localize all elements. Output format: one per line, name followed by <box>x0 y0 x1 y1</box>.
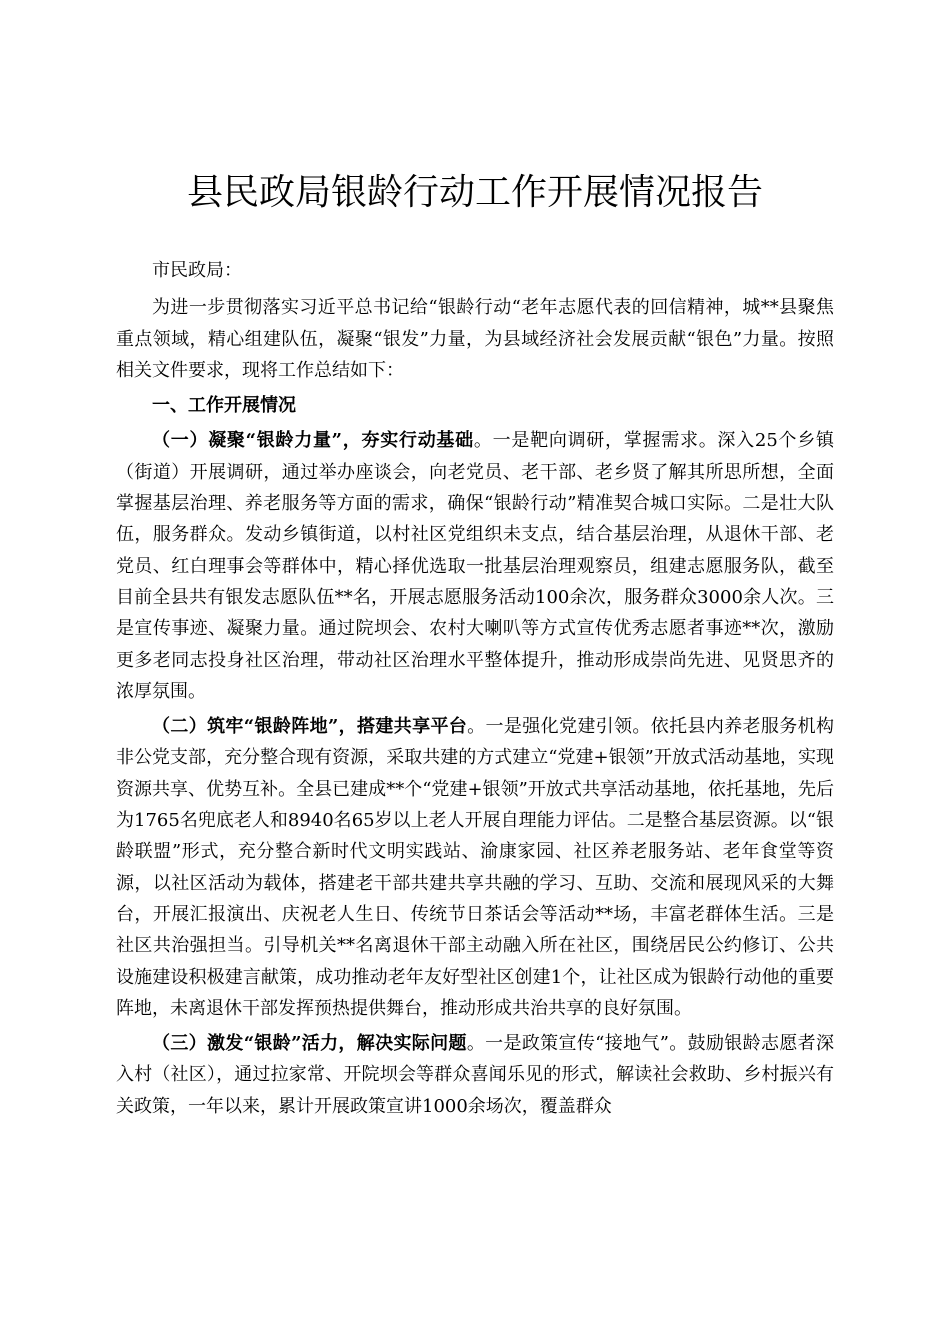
subsection-body-1: 。一是靶向调研，掌握需求。深入25个乡镇（街道）开展调研，通过举办座谈会，向老党员、老干部、老乡贤了解其所思所想，全面掌握基层治理、养老服务等方面的需求，确保“银龄行动”精准契合城口实际。二是壮大队伍，服务群众。发动乡镇街道，以村社区党组织未支点，结合基层治理，从退休干部、老党员、红白理事会等群体中，精心择优选取一批基层治理观察员，组建志愿服务队，截至目前全县共有银发志愿队伍**名，开展志愿服务活动100余次，服务群众3000余人次。三是宣传事迹、凝聚力量。通过院坝会、农村大喇叭等方式宣传优秀志愿者事迹**次，激励更多老同志投身社区治理，带动社区治理水平整体提升，推动形成崇尚先进、见贤思齐的浓厚氛围。 <box>116 430 834 702</box>
document-title: 县民政局银龄行动工作开展情况报告 <box>186 172 763 213</box>
subsection-paragraph-2 <box>116 711 834 1024</box>
subsection-heading-2: （二）筑牢“银龄阵地”，搭建共享平台 <box>152 716 468 738</box>
subsection-body-2: 。一是强化党建引领。依托县内养老服务机构非公党支部，充分整合现有资源，采取共建的方式建立“党建+银领”开放式活动基地，实现资源共享、优势互补。全县已建成**个“党建+银领”开放式共享活动基地，依托基地，先后为1765名兜底老人和8940名65岁以上老人开展自理能力评估。二是整合基层资源。以“银龄联盟”形式，充分整合新时代文明实践站、渝康家园、社区养老服务站、老年食堂等资源，以社区活动为载体，搭建老干部共建共享共融的学习、互助、交流和展现风采的大舞台，开展汇报演出、庆祝老人生日、传统节日茶话会等活动**场，丰富老群体生活。三是社区共治强担当。引导机关**名离退休干部主动融入所在社区，围绕居民公约修订、公共设施建设积极建言献策，成功推动老年友好型社区创建1个，让社区成为银龄行动他的重要阵地，未离退休干部发挥预热提供舞台，推动形成共治共享的良好氛围。 <box>116 716 834 1019</box>
subsection-paragraph-1 <box>116 425 834 707</box>
subsection-heading-1: （一）凝聚“银龄力量”，夯实行动基础 <box>152 430 474 452</box>
subsection-heading-3: （三）激发“银龄”活力，解决实际问题 <box>152 1033 467 1055</box>
section-heading: 一、工作开展情况 <box>152 395 296 417</box>
intro-paragraph: 为进一步贯彻落实习近平总书记给“银龄行动“老年志愿代表的回信精神，城**县聚焦重点领域，精心组建队伍，凝聚“银发”力量，为县域经济社会发展贡献“银色”力量。按照相关文件要求，现将工作总结如下： <box>116 297 834 381</box>
subsection-paragraph-3 <box>116 1028 834 1122</box>
subsection-body-3: 。一是政策宣传“接地气”。鼓励银龄志愿者深入村（社区），通过拉家常、开院坝会等群众喜闻乐见的形式，解读社会救助、乡村振兴有关政策，一年以来，累计开展政策宣讲1000余场次，覆盖群众 <box>116 1033 834 1117</box>
salutation: 市民政局： <box>152 260 242 281</box>
document-body <box>116 255 834 1126</box>
